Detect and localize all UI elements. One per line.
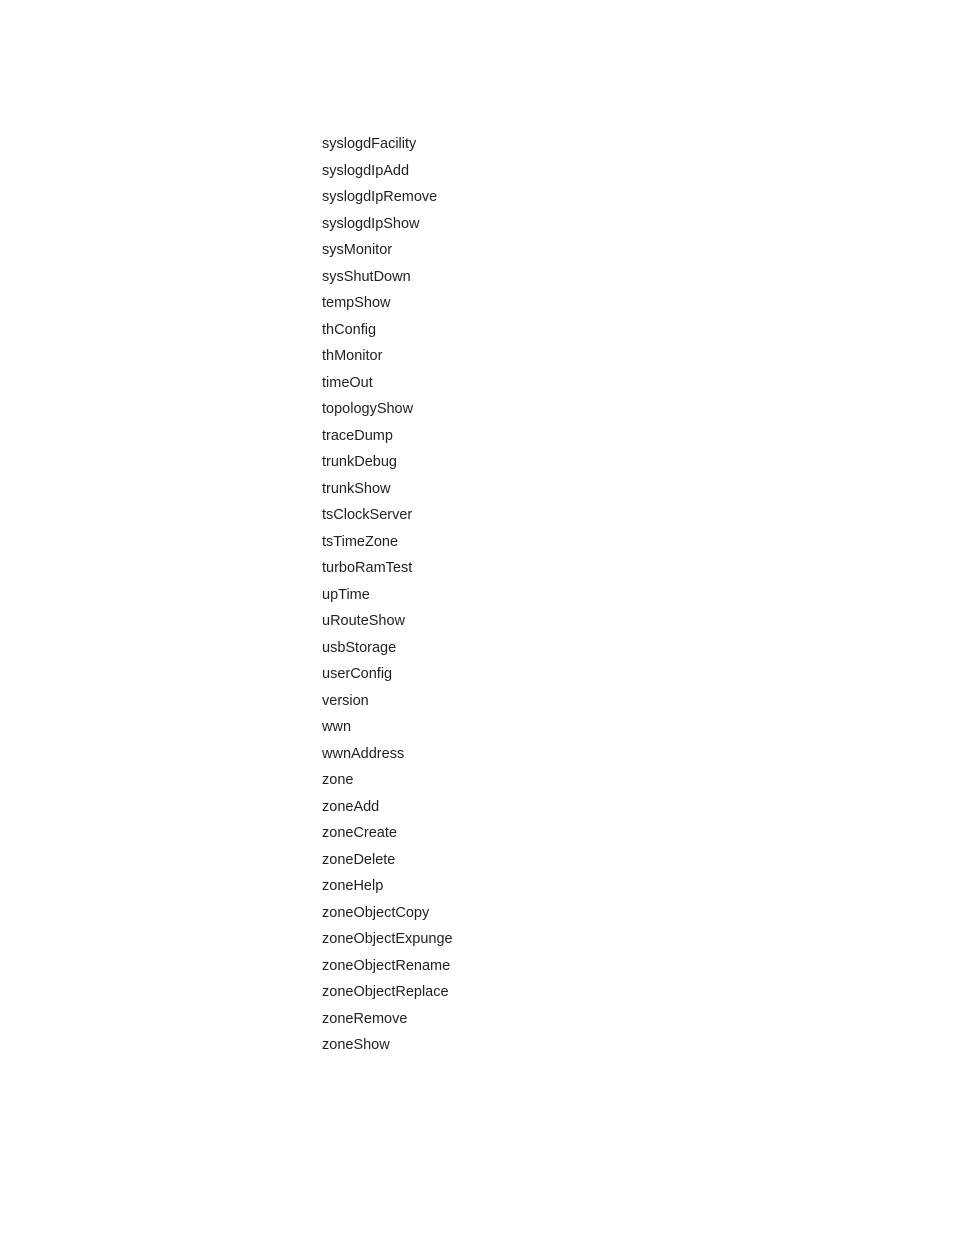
command-item: timeOut (322, 374, 373, 391)
command-item: topologyShow (322, 401, 414, 417)
command-item: version (322, 692, 369, 709)
command-item: traceDump (322, 427, 393, 444)
command-item: wwnAddress (322, 745, 405, 762)
command-item: zoneAdd (322, 798, 380, 815)
command-item: zoneRemove (322, 1010, 408, 1027)
command-list (322, 134, 453, 1062)
command-item: sysMonitor (322, 242, 393, 258)
command-item: trunkShow (322, 480, 391, 497)
command-item: zoneObjectRename (322, 957, 451, 974)
command-item: zoneDelete (322, 851, 396, 868)
command-item: turboRamTest (322, 560, 413, 576)
command-item: syslogdIpRemove (322, 189, 438, 205)
command-item: zoneObjectCopy (322, 904, 430, 921)
command-item: thMonitor (322, 348, 383, 364)
command-item: thConfig (322, 321, 377, 338)
command-item: wwn (322, 719, 352, 735)
command-item: sysShutDown (322, 268, 411, 285)
command-item: zone (322, 772, 354, 788)
command-item: upTime (322, 586, 370, 603)
command-item: tsTimeZone (322, 533, 399, 550)
command-item: zoneObjectExpunge (322, 931, 453, 947)
command-item: zoneObjectReplace (322, 984, 449, 1000)
command-item: trunkDebug (322, 454, 397, 470)
command-item: uRouteShow (322, 613, 406, 629)
command-item: tempShow (322, 295, 391, 311)
command-item: syslogdIpAdd (322, 162, 410, 179)
command-item: syslogdIpShow (322, 215, 420, 232)
command-item: zoneShow (322, 1037, 390, 1053)
command-item: tsClockServer (322, 507, 413, 523)
command-item: usbStorage (322, 639, 397, 656)
command-item: syslogdFacility (322, 136, 417, 152)
command-item: zoneHelp (322, 878, 384, 894)
command-item: userConfig (322, 666, 393, 682)
command-item: zoneCreate (322, 825, 397, 841)
